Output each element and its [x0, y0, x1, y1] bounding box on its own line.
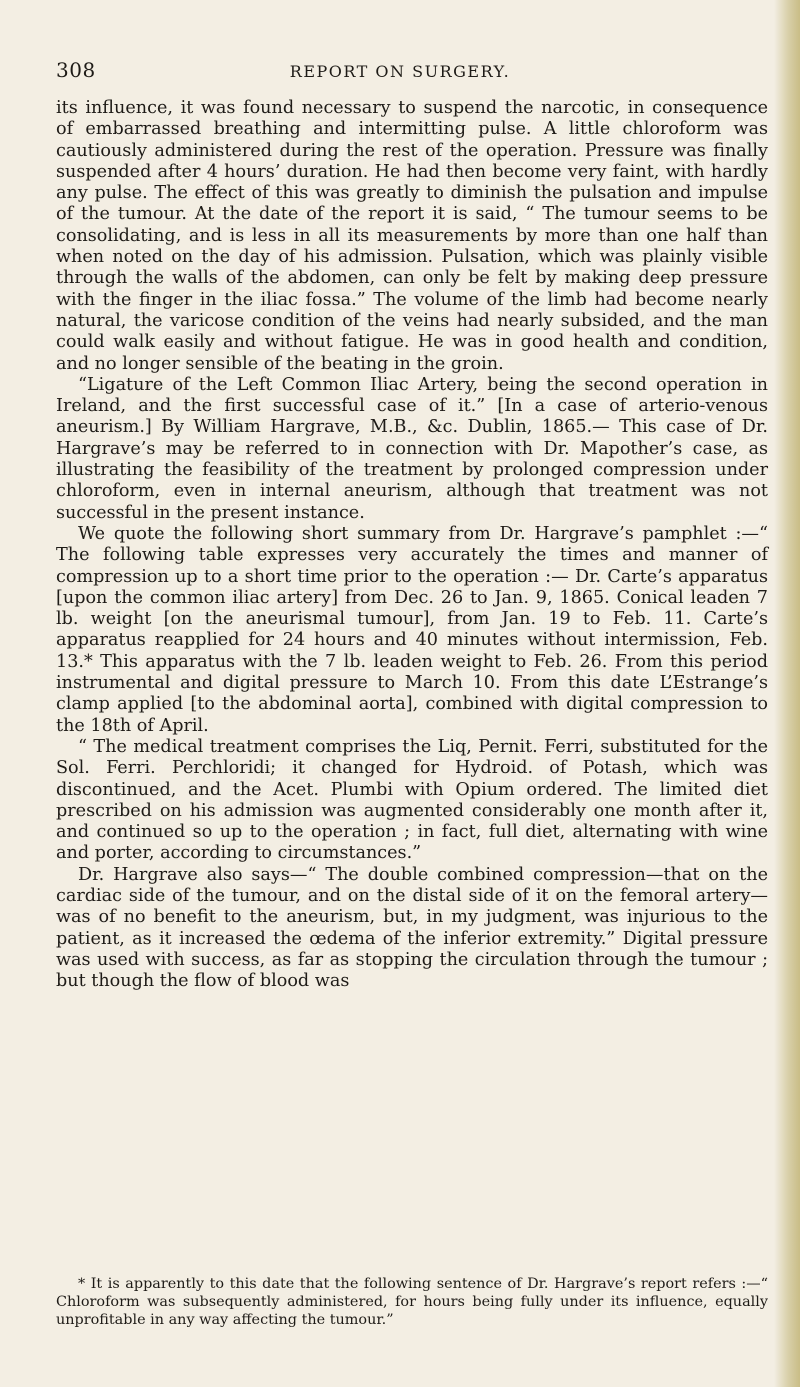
paragraph-3: We quote the following short summary from Dr. Hargrave’s pamphlet :—“ The following table expresses very accurately the times and manner of compression up to a short time prior to the operation :— Dr. Carte’s apparatus [upon the common iliac artery] from Dec. 26 to Jan. 9, 1865. Conical leaden 7 lb. weight [on the aneurismal tumour], from Jan. 19 to Feb. 11. Carte’s apparatus reapplied for 24 hours and 40 minutes without intermission, Feb. 13.* This apparatus with the 7 lb. leaden weight to Feb. 26. From this period instrumental and digital pressure to March 10. From this date L’Estrange’s clamp applied [to the abdominal aorta], combined with digital compression to the 18th of April. — [56, 523, 768, 736]
paragraph-2: “Ligature of the Left Common Iliac Artery, being the second operation in Ireland, and the first successful case of it.” [In a case of arterio-venous aneurism.] By William Hargrave, M.B., &c. Dublin, 1865.— This case of Dr. Hargrave’s may be referred to in connection with Dr. Mapother’s case, as illustrating the feasibility of the treatment by prolonged compression under chloroform, even in internal aneurism, although that treatment was not successful in the present instance. — [56, 374, 768, 523]
running-head: REPORT ON SURGERY. — [289, 62, 511, 81]
body-text — [56, 98, 768, 992]
paragraph-5: Dr. Hargrave also says—“ The double combined compression—that on the cardiac side of the tumour, and on the distal side of it on the femoral artery—was of no benefit to the aneurism, but, in my judgment, was injurious to the patient, as it increased the œdema of the inferior extremity.” Digital pressure was used with success, as far as stopping the circulation through the tumour ; but though the flow of blood was — [56, 864, 768, 992]
page-edge-shadow — [774, 0, 800, 1387]
footnote — [56, 1275, 768, 1330]
paragraph-4: “ The medical treatment comprises the Liq, Pernit. Ferri, substituted for the Sol. Ferri. Perchloridi; it changed for Hydroid. of Potash, which was discontinued, and the Acet. Plumbi with Opium ordered. The limited diet prescribed on his admission was augmented considerably one month after it, and continued so up to the operation ; in fact, full diet, alternating with wine and porter, according to circumstances.” — [56, 736, 768, 864]
paragraph-1: its influence, it was found necessary to suspend the narcotic, in consequence of embarrassed breathing and intermitting pulse. A little chloroform was cautiously administered during the rest of the operation. Pressure was finally suspended after 4 hours’ duration. He had then become very faint, with hardly any pulse. The effect of this was greatly to diminish the pulsation and impulse of the tumour. At the date of the report it is said, “ The tumour seems to be consolidating, and is less in all its measurements by more than one half than when noted on the day of his admission. Pulsation, which was plainly visible through the walls of the abdomen, can only be felt by making deep pressure with the finger in the iliac fossa.” The volume of the limb had become nearly natural, the varicose condition of the veins had nearly subsided, and the man could walk easily and without fatigue. He was in good health and condition, and no longer sensible of the beating in the groin. — [56, 98, 768, 374]
footnote-text: * It is apparently to this date that the following sentence of Dr. Hargrave’s report refers :—“ Chloroform was subsequently administered, for hours being fully under its influence, equally unprofitable in any way affecting the tumour.” — [56, 1276, 768, 1329]
page-number: 308 — [56, 58, 96, 82]
page-header — [0, 58, 800, 88]
